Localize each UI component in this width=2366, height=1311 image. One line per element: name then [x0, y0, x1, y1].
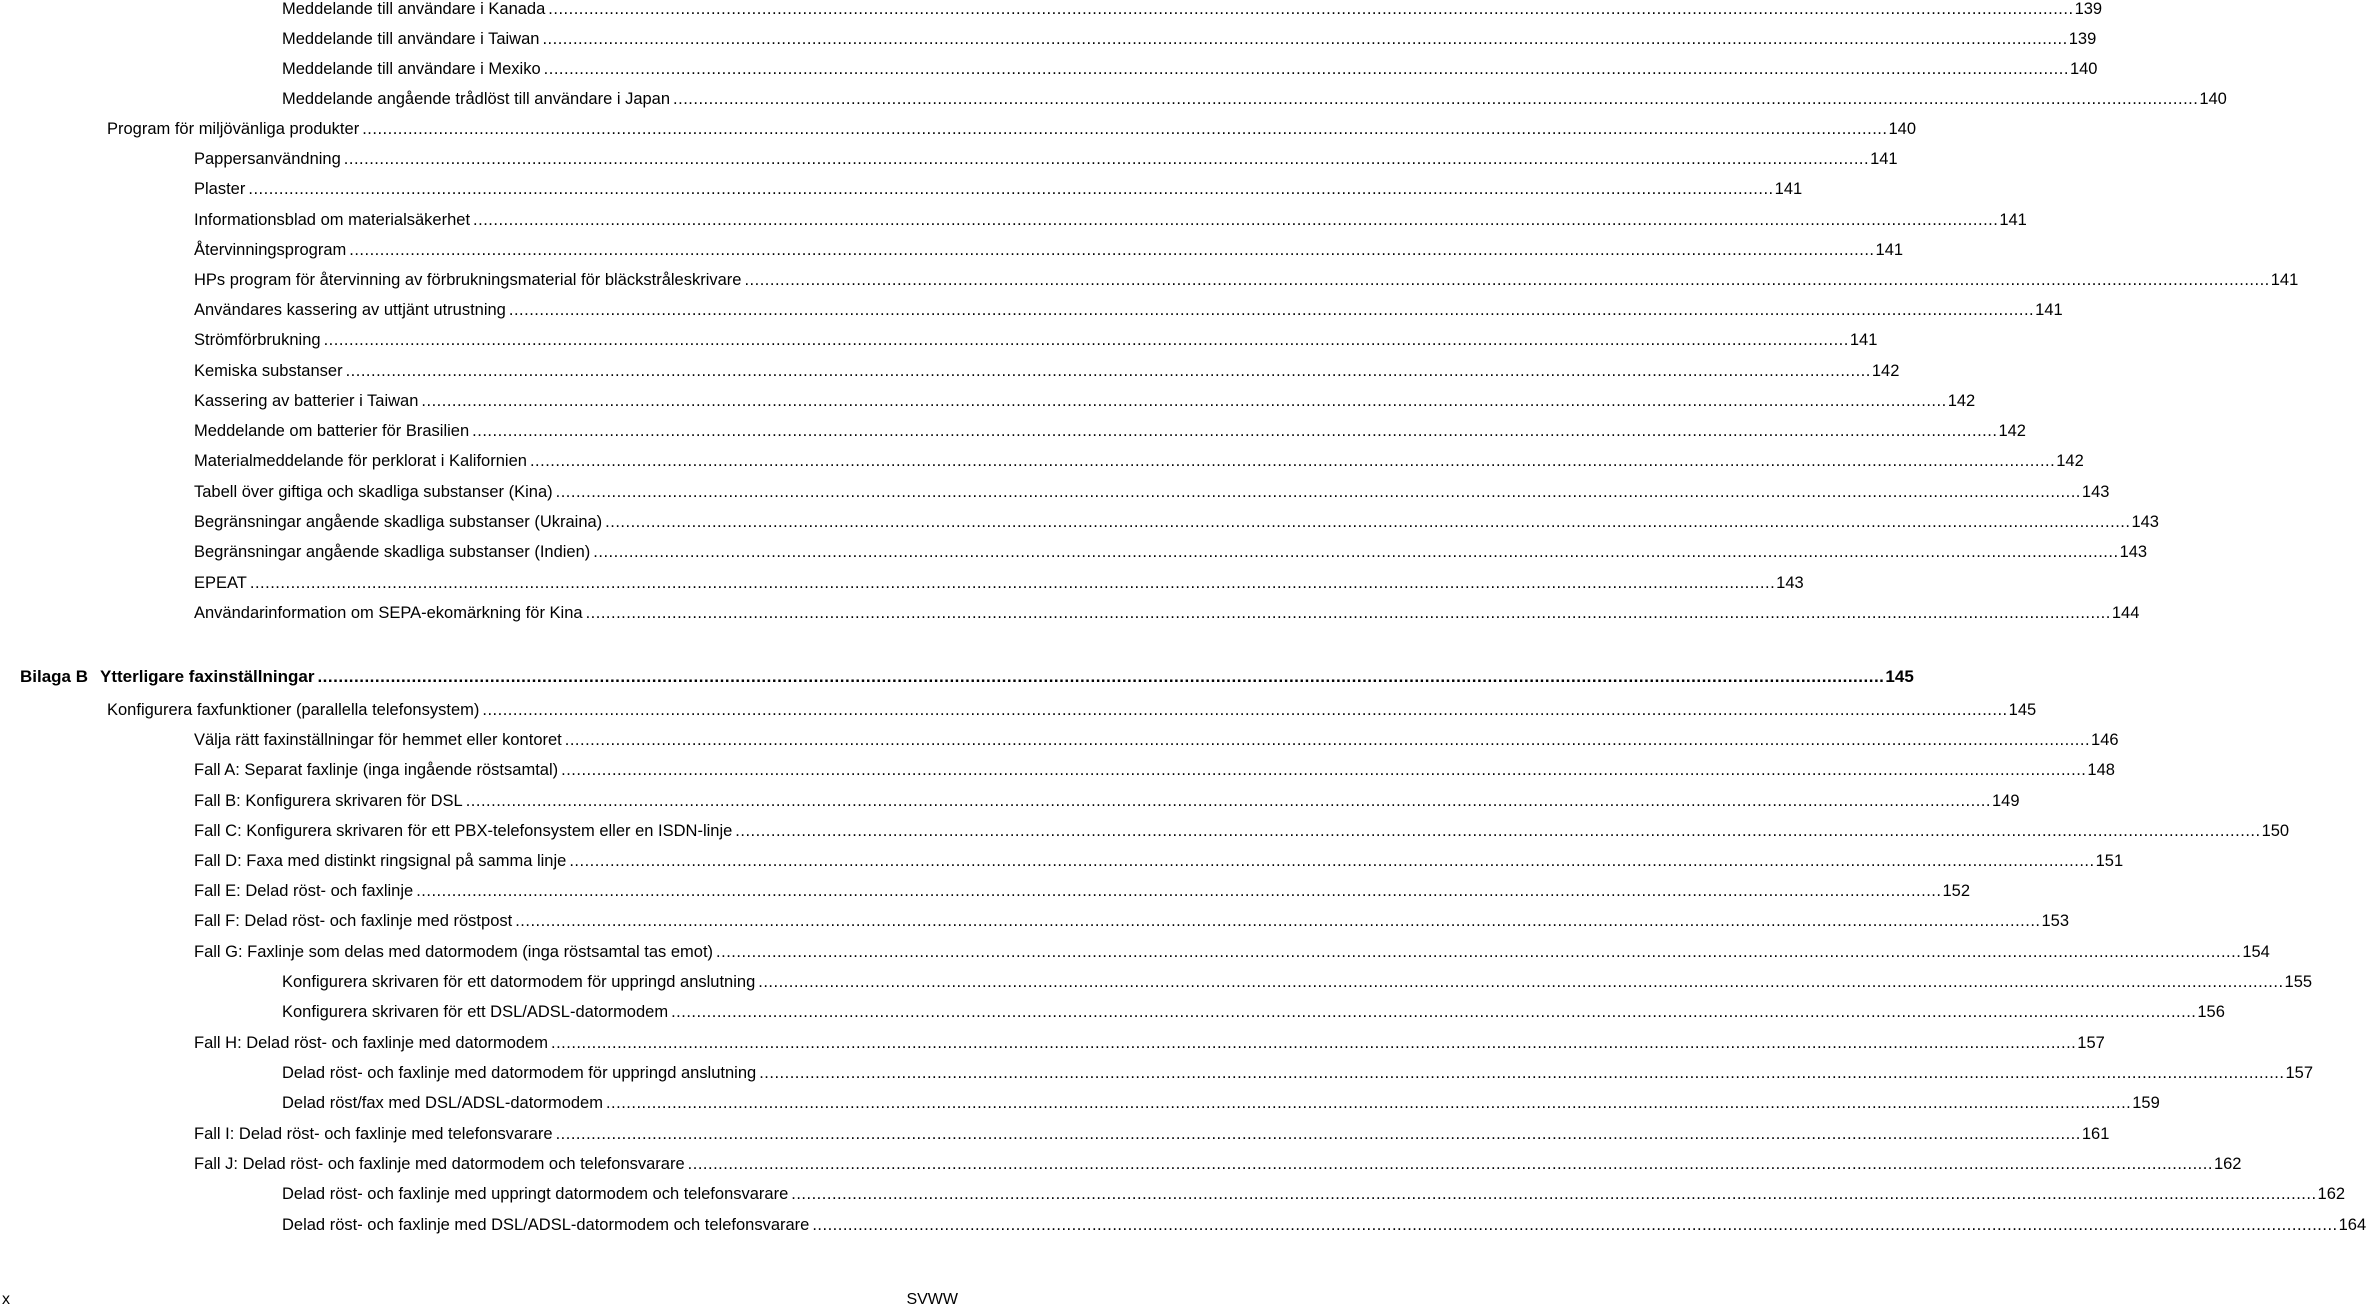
toc-dot-leader: ............................................................................................................................................................................................................................................................................................................: [569, 852, 2095, 870]
toc-dot-leader: ............................................................................................................................................................................................................................................................................................................: [349, 241, 1875, 259]
toc-dot-leader: ............................................................................................................................................................................................................................................................................................................: [555, 483, 2081, 501]
toc-entry[interactable]: [194, 755, 2115, 785]
toc-entry-text: EPEAT: [194, 574, 247, 592]
toc-entry-title: [107, 114, 359, 144]
toc-entry-text: Konfigurera skrivaren för ett datormodem för uppringd anslutning: [282, 973, 756, 991]
toc-page-number: 157: [2285, 1064, 2313, 1082]
toc-dot-leader: ............................................................................................................................................................................................................................................................................................................: [758, 973, 2284, 991]
toc-dot-leader: ............................................................................................................................................................................................................................................................................................................: [515, 912, 2041, 930]
toc-entry-title: [107, 695, 479, 725]
toc-dot-leader: ............................................................................................................................................................................................................................................................................................................: [543, 60, 2069, 78]
toc-entry-text: Strömförbrukning: [194, 331, 321, 349]
toc-entry-title: [194, 937, 713, 967]
toc-page-number: 141: [1849, 331, 1878, 349]
toc-entry[interactable]: [194, 725, 2119, 755]
toc-entry-title: [282, 1179, 788, 1209]
toc-entry-text: Fall G: Faxlinje som delas med datormodem (inga röstsamtal tas emot): [194, 943, 714, 961]
page-footer: [0, 1291, 960, 1311]
toc-entry-title: [194, 816, 732, 846]
toc-entry-text: Fall D: Faxa med distinkt ringsignal på samma linje: [194, 852, 567, 870]
toc-entry-title: [194, 174, 245, 204]
toc-entry[interactable]: [194, 786, 2020, 816]
toc-entry-title: [194, 786, 463, 816]
toc-dot-leader: ............................................................................................................................................................................................................................................................................................................: [687, 1155, 2213, 1173]
toc-dot-leader: ............................................................................................................................................................................................................................................................................................................: [542, 30, 2068, 48]
toc-entry-title: [194, 1149, 685, 1179]
toc-dot-leader: ............................................................................................................................................................................................................................................................................................................: [465, 792, 1991, 810]
toc-entry[interactable]: [194, 265, 2299, 295]
toc-dot-leader: ............................................................................................................................................................................................................................................................................................................: [812, 1216, 2338, 1234]
toc-entry[interactable]: [282, 1210, 2366, 1240]
toc-entry-title: [194, 537, 590, 567]
toc-entry-title: [194, 906, 512, 936]
toc-dot-leader: ............................................................................................................................................................................................................................................................................................................: [759, 1064, 2285, 1082]
toc-page-number: 151: [2095, 852, 2124, 870]
toc-entry-title: [194, 295, 506, 325]
toc-entry[interactable]: [282, 84, 2227, 114]
toc-dot-leader: ............................................................................................................................................................................................................................................................................................................: [791, 1185, 2317, 1203]
toc-entry[interactable]: [194, 1028, 2105, 1058]
toc-entry[interactable]: [194, 446, 2084, 476]
footer-doc-code: SVWW: [906, 1291, 958, 1308]
toc-entry-title: [194, 416, 469, 446]
toc-entry[interactable]: [282, 24, 2097, 54]
toc-dot-leader: ............................................................................................................................................................................................................................................................................................................: [744, 271, 2270, 289]
toc-page-number: 143: [2119, 543, 2148, 561]
toc-entry-text: Användarinformation om SEPA-ekomärkning för Kina: [194, 604, 583, 622]
toc-entry[interactable]: [194, 295, 2063, 325]
toc-page-number: 142: [1871, 362, 1900, 380]
toc-entry[interactable]: [194, 174, 1803, 204]
toc-entry-title: [194, 755, 558, 785]
toc-dot-leader: ............................................................................................................................................................................................................................................................................................................: [343, 150, 1870, 168]
toc-entry[interactable]: [194, 356, 1900, 386]
toc-page-number: 141: [2270, 271, 2299, 289]
toc-dot-leader: ............................................................................................................................................................................................................................................................................................................: [671, 1003, 2197, 1021]
toc-dot-leader: ............................................................................................................................................................................................................................................................................................................: [345, 362, 1871, 380]
toc-entry[interactable]: [282, 1058, 2313, 1088]
toc-entry-text: Fall F: Delad röst- och faxlinje med röstpost: [194, 912, 513, 930]
toc-entry[interactable]: [194, 568, 1804, 598]
toc-entry-text: Fall A: Separat faxlinje (inga ingående röstsamtal): [194, 761, 559, 779]
toc-dot-leader: ............................................................................................................................................................................................................................................................................................................: [716, 943, 2242, 961]
toc-dot-leader: ............................................................................................................................................................................................................................................................................................................: [564, 731, 2091, 749]
toc-entry[interactable]: [282, 54, 2098, 84]
toc-entry[interactable]: [282, 997, 2225, 1027]
toc-entry-title: [282, 967, 755, 997]
toc-page-number: 139: [2068, 30, 2097, 48]
toc-dot-leader: ............................................................................................................................................................................................................................................................................................................: [548, 0, 2074, 18]
toc-dot-leader: ............................................................................................................................................................................................................................................................................................................: [249, 574, 1776, 592]
toc-entry-title: [194, 598, 583, 628]
toc-page-number: 143: [2131, 513, 2159, 531]
toc-page-number: 161: [2081, 1125, 2110, 1143]
toc-entry-title: [194, 477, 553, 507]
toc-entry-text: Återvinningsprogram: [194, 241, 347, 259]
toc-entry-text: Meddelande om batterier för Brasilien: [194, 422, 470, 440]
toc-dot-leader: ............................................................................................................................................................................................................................................................................................................: [529, 452, 2056, 470]
toc-entry-text: Meddelande till användare i Mexiko: [282, 60, 541, 78]
toc-page-number: 142: [1947, 392, 1976, 410]
toc-entry[interactable]: [194, 1149, 2242, 1179]
toc-entry-title: [194, 876, 413, 906]
toc-dot-leader: ............................................................................................................................................................................................................................................................................................................: [735, 822, 2261, 840]
toc-entry[interactable]: [194, 205, 2027, 235]
toc-page-number: 148: [2087, 761, 2115, 779]
toc-entry-text: Fall B: Konfigurera skrivaren för DSL: [194, 792, 463, 810]
toc-entry-text: Begränsningar angående skadliga substanser (Ukraina): [194, 513, 603, 531]
toc-entry-title: [282, 0, 545, 24]
toc-entry-text: Fall I: Delad röst- och faxlinje med telefonsvarare: [194, 1125, 553, 1143]
toc-entry-text: Informationsblad om materialsäkerhet: [194, 211, 471, 229]
toc-page-number: 156: [2197, 1003, 2225, 1021]
toc-page-number: 154: [2242, 943, 2270, 961]
toc-dot-leader: ............................................................................................................................................................................................................................................................................................................: [585, 604, 2111, 622]
toc-entry-title: [194, 846, 566, 876]
toc-page-number: 146: [2091, 731, 2119, 749]
toc-entry-text: Pappersanvändning: [194, 150, 341, 168]
toc-page-number: 141: [1999, 211, 2027, 229]
toc-entry-text: Kassering av batterier i Taiwan: [194, 392, 419, 410]
toc-dot-leader: ............................................................................................................................................................................................................................................................................................................: [561, 761, 2087, 779]
toc-dot-leader: ............................................................................................................................................................................................................................................................................................................: [555, 1125, 2081, 1143]
toc-entry[interactable]: [282, 1088, 2160, 1118]
toc-entry[interactable]: [194, 816, 2290, 846]
toc-page-number: 142: [2056, 452, 2084, 470]
toc-page-number: 162: [2317, 1185, 2346, 1203]
toc-dot-leader: ............................................................................................................................................................................................................................................................................................................: [323, 331, 1849, 349]
toc-page-number: 150: [2261, 822, 2290, 840]
toc-dot-leader: ............................................................................................................................................................................................................................................................................................................: [248, 180, 1774, 198]
toc-entry-title: [282, 1058, 756, 1088]
toc-dot-leader: ............................................................................................................................................................................................................................................................................................................: [473, 211, 1999, 229]
toc-entry[interactable]: [282, 0, 2103, 24]
toc-dot-leader: ............................................................................................................................................................................................................................................................................................................: [550, 1034, 2077, 1052]
toc-dot-leader: ............................................................................................................................................................................................................................................................................................................: [673, 90, 2199, 108]
toc-entry-title: [194, 265, 741, 295]
toc-entry[interactable]: [194, 416, 2026, 446]
toc-entry[interactable]: [194, 477, 2110, 507]
toc-page-number: 141: [1774, 180, 1803, 198]
toc-entry-title: [194, 446, 527, 476]
toc-entry[interactable]: [194, 537, 2148, 567]
toc-page-number: 162: [2213, 1155, 2242, 1173]
toc-entry-text: Tabell över giftiga och skadliga substanser (Kina): [194, 483, 553, 501]
toc-entry-text: Fall H: Delad röst- och faxlinje med datormodem: [194, 1034, 548, 1052]
toc-entry[interactable]: [194, 235, 1904, 265]
toc-entry-text: Meddelande till användare i Kanada: [282, 0, 546, 18]
toc-entry-title: [282, 1088, 603, 1118]
toc-entry-title: [282, 24, 539, 54]
toc-entry[interactable]: [194, 1119, 2110, 1149]
toc-entry[interactable]: [282, 967, 2313, 997]
toc-page-number: 155: [2284, 973, 2313, 991]
toc-entry-text: Kemiska substanser: [194, 362, 343, 380]
toc-page-number: 140: [1888, 120, 1917, 138]
toc-entry-text: Delad röst- och faxlinje med datormodem för uppringd anslutning: [282, 1064, 757, 1082]
toc-entry-text: Fall E: Delad röst- och faxlinje: [194, 882, 414, 900]
toc-entry-title: [20, 662, 314, 692]
toc-entry-title: [194, 507, 602, 537]
toc-page-number: 143: [2081, 483, 2110, 501]
toc-entry-text: Ytterligare faxinställningar: [100, 667, 315, 686]
toc-dot-leader: ............................................................................................................................................................................................................................................................................................................: [605, 1094, 2132, 1112]
toc-entry-text: Konfigurera faxfunktioner (parallella telefonsystem): [107, 701, 480, 719]
toc-entry-text: Program för miljövänliga produkter: [107, 120, 360, 138]
toc-entry-text: Konfigurera skrivaren för ett DSL/ADSL-datormodem: [282, 1003, 669, 1021]
toc-page-number: 142: [1998, 422, 2026, 440]
toc-entry-text: Meddelande till användare i Taiwan: [282, 30, 540, 48]
toc-entry-title: [282, 997, 668, 1027]
toc-entry-title: [194, 235, 346, 265]
toc-dot-leader: ............................................................................................................................................................................................................................................................................................................: [416, 882, 1942, 900]
toc-dot-leader: ............................................................................................................................................................................................................................................................................................................: [362, 120, 1888, 138]
toc-entry[interactable]: [194, 507, 2159, 537]
toc-entry[interactable]: [282, 1179, 2346, 1209]
toc-page-number: 141: [1870, 150, 1898, 168]
toc-dot-leader: ............................................................................................................................................................................................................................................................................................................: [605, 513, 2131, 531]
toc-entry[interactable]: [107, 695, 2037, 725]
footer-page-number: x: [2, 1291, 10, 1308]
toc-entry-title: [194, 725, 562, 755]
toc-entry[interactable]: [194, 386, 1976, 416]
toc-entry[interactable]: [194, 876, 1970, 906]
toc-entry-text: Begränsningar angående skadliga substanser (Indien): [194, 543, 591, 561]
toc-page-number: 141: [2035, 301, 2063, 319]
toc-page-number: 145: [2008, 701, 2037, 719]
toc-entry-text: Materialmeddelande för perklorat i Kalifornien: [194, 452, 527, 470]
toc-entry-text: Fall J: Delad röst- och faxlinje med datormodem och telefonsvarare: [194, 1155, 685, 1173]
toc-page-number: 153: [2041, 912, 2070, 930]
toc-dot-leader: ............................................................................................................................................................................................................................................................................................................: [508, 301, 2035, 319]
toc-entry[interactable]: [194, 325, 1878, 355]
toc-entry-title: [282, 54, 541, 84]
toc-entry-text: Delad röst- och faxlinje med DSL/ADSL-datormodem och telefonsvarare: [282, 1216, 810, 1234]
toc-entry[interactable]: [194, 144, 1898, 174]
toc-entry-title: [194, 568, 247, 598]
toc-page-number: 141: [1875, 241, 1904, 259]
toc-entry[interactable]: [194, 906, 2070, 936]
toc-page-number: 145: [1885, 667, 1914, 686]
toc-entry-text: Plaster: [194, 180, 246, 198]
toc-entry-title: [194, 205, 470, 235]
toc-entry-title: [282, 84, 670, 114]
toc-dot-leader: ............................................................................................................................................................................................................................................................................................................: [593, 543, 2119, 561]
toc-page-number: 139: [2074, 0, 2103, 18]
toc-page-number: 144: [2111, 604, 2140, 622]
toc-entry-text: Användares kassering av uttjänt utrustning: [194, 301, 506, 319]
toc-entry-text: Fall C: Konfigurera skrivaren för ett PBX-telefonsystem eller en ISDN-linje: [194, 822, 733, 840]
toc-chapter-heading[interactable]: [20, 662, 1914, 692]
toc-chapter-number: Bilaga B: [20, 667, 89, 686]
toc-entry-title: [194, 386, 418, 416]
toc-entry-title: [282, 1210, 809, 1240]
toc-page-number: 140: [2069, 60, 2098, 78]
toc-entry-text: HPs program för återvinning av förbrukningsmaterial för bläckstråleskrivare: [194, 271, 742, 289]
toc-dot-leader: ............................................................................................................................................................................................................................................................................................................: [317, 667, 1885, 686]
toc-entry-title: [194, 356, 343, 386]
toc-page-number: 149: [1991, 792, 2020, 810]
toc-dot-leader: ............................................................................................................................................................................................................................................................................................................: [482, 701, 2008, 719]
toc-entry-title: [194, 1028, 548, 1058]
toc-entry-text: Välja rätt faxinställningar för hemmet eller kontoret: [194, 731, 562, 749]
toc-page-number: 143: [1776, 574, 1804, 592]
toc-entry-title: [194, 325, 321, 355]
toc-entry[interactable]: [107, 114, 1917, 144]
toc-entry[interactable]: [194, 846, 2124, 876]
toc-entry-title: [194, 144, 341, 174]
toc-page-number: 157: [2077, 1034, 2105, 1052]
toc-page-number: 152: [1942, 882, 1970, 900]
toc-page-number: 164: [2338, 1216, 2366, 1234]
toc-page-number: 140: [2199, 90, 2227, 108]
toc-entry-text: Delad röst/fax med DSL/ADSL-datormodem: [282, 1094, 603, 1112]
toc-entry[interactable]: [194, 598, 2140, 628]
toc-entry-text: Meddelande angående trådlöst till användare i Japan: [282, 90, 671, 108]
toc-page-number: 159: [2132, 1094, 2160, 1112]
toc-dot-leader: ............................................................................................................................................................................................................................................................................................................: [472, 422, 1998, 440]
toc-dot-leader: ............................................................................................................................................................................................................................................................................................................: [421, 392, 1947, 410]
toc-entry-title: [194, 1119, 553, 1149]
toc-entry[interactable]: [194, 937, 2270, 967]
toc-entry-text: Delad röst- och faxlinje med uppringt datormodem och telefonsvarare: [282, 1185, 789, 1203]
